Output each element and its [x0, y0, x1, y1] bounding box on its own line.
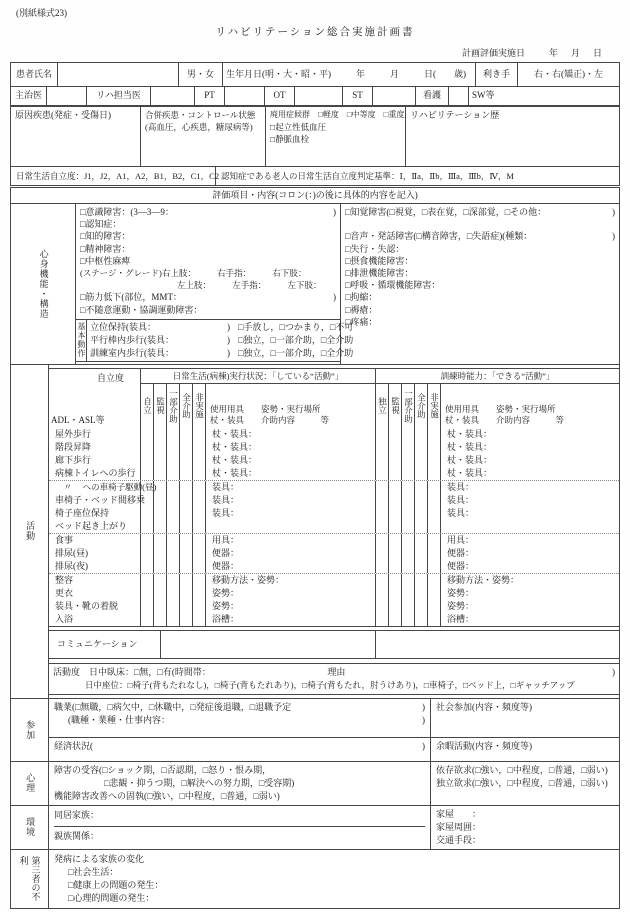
close-paren: ) [333, 292, 336, 303]
tool-line: 杖・装具： [212, 467, 258, 478]
check-col [154, 534, 167, 573]
respiratory-circulatory-line: □呼吸・循環機能障害： [345, 280, 441, 291]
row-labels [49, 481, 157, 533]
disuse-severity-options: 廃用症候群 □軽度 □中等度 □重度 [270, 110, 405, 119]
training-header: 訓練時能力：「できる“活動”」 [376, 369, 619, 384]
mind-body-label-cell [11, 204, 76, 364]
tools-right [441, 574, 619, 626]
attending-doctor-label: 主治医 [11, 87, 47, 105]
activity-content [49, 365, 619, 698]
acceptance-line2: □悲観・抑うつ期，□解決への努力期，□受容期) [104, 777, 295, 788]
evaluation-table [10, 187, 620, 909]
col-not-performed [428, 384, 441, 428]
dressing-label: 更衣 [55, 587, 74, 598]
tool-header-line1: 使用用具 姿勢・実行場所 [210, 403, 321, 414]
family-cell [49, 806, 431, 849]
check-col [167, 534, 180, 573]
job-cell [49, 699, 431, 737]
tool-line: 用具： [212, 534, 240, 545]
disease-info-table [10, 106, 620, 167]
date-label: 計画評価実施日 [462, 48, 526, 58]
col-independent-label: 自立 [142, 397, 153, 415]
urination-night-label: 排尿(夜) [55, 560, 88, 571]
col-full-assist [415, 384, 428, 428]
check-col [389, 428, 402, 480]
psychology-section [11, 761, 619, 805]
check-col [193, 428, 206, 480]
daytime-sitting-line: 日中座位：□椅子(背もたれなし)，□椅子(背もたれあり)，□椅子(背もたれ，肘うけあり)，□車椅子，□ベッド上，□ギャッチアップ [85, 679, 575, 690]
check-col [180, 481, 193, 533]
psychology-label: 心理 [25, 773, 36, 794]
rehab-history-label: リハビリテーション歴 [410, 110, 500, 120]
walking-group [49, 428, 619, 480]
standing-hold-label: 立位保持(装具： [90, 321, 156, 332]
parallel-bars-walk-options: □独立，□一部介助，□全介助 [238, 334, 354, 345]
meal-label: 食事 [55, 534, 74, 545]
check-col [389, 534, 402, 573]
mind-body-section [11, 203, 619, 364]
check-col [141, 574, 154, 626]
outdoor-walk-label: 屋外歩行 [55, 428, 92, 439]
check-col [376, 534, 389, 573]
tool-line: 浴槽： [447, 613, 475, 624]
job-detail-line [54, 714, 425, 727]
tool-line [212, 520, 375, 533]
orthostatic-hypotension-checkbox: □起立性低血圧 [270, 122, 327, 133]
basic-motion-label-cell [76, 320, 87, 361]
venous-thrombosis-checkbox: □静脈血栓 [270, 134, 310, 145]
perception-disorder-label: □知覚障害(□視覚，□表在覚，□深部覚，□その他： [345, 207, 547, 217]
close-paren: ) [611, 666, 615, 677]
tool-line: 移動方法・姿勢： [212, 574, 285, 585]
check-col [428, 481, 441, 533]
comorbidity-cell [141, 107, 266, 166]
tools-left [206, 428, 376, 480]
tools-right [441, 481, 619, 533]
check-col [376, 481, 389, 533]
basic-motion-box [76, 319, 354, 362]
check-col [193, 534, 206, 573]
comorbidity-label: 合併疾患・コントロール状態 [145, 110, 256, 120]
communication-field-right [376, 631, 619, 658]
dependence-desire-line: 依存欲求(□強い，□中程度，□普通，□弱い) [436, 764, 608, 775]
tool-line: 装具： [447, 507, 475, 518]
wheelchair-group [49, 480, 619, 533]
check-col [141, 534, 154, 573]
patient-name-field [58, 63, 179, 86]
close-paren: ) [422, 740, 425, 751]
ot-field [295, 87, 343, 105]
check-col [428, 428, 441, 480]
check-col [428, 574, 441, 626]
close-paren: ) [612, 207, 615, 217]
col-independent [141, 384, 154, 428]
col-partial-assist-label: 一部介助 [168, 388, 179, 423]
check-col [376, 574, 389, 626]
tools-left [206, 534, 376, 573]
pt-field [225, 87, 265, 105]
communication-label: コミュニケーション [49, 631, 161, 658]
nurse-field [449, 87, 469, 105]
close-paren: ) [227, 347, 230, 358]
dementia-independence-label: 認知症である老人の日常生活自立度判定基準：Ⅰ，Ⅱa，Ⅱb，Ⅲa，Ⅲb，Ⅳ，M [221, 170, 514, 181]
orthosis-shoes-label: 装具・靴の着脱 [55, 600, 119, 611]
check-col [141, 428, 154, 480]
training-half [376, 369, 619, 428]
adl-autonomy-cell [49, 369, 141, 428]
job-status-label: 職業(□無職，□病欠中，□休職中，□発症後退職，□退職予定 [54, 701, 292, 712]
ward-toilet-walk-label: 病棟トイレへの歩行 [55, 467, 136, 478]
environment-section [11, 805, 619, 849]
pressure-ulcer-line: □褥瘡： [345, 304, 378, 315]
leisure-label: 余暇活動(内容・頻度等) [436, 740, 532, 751]
parallel-bars-walk-label: 平行棒内歩行(装具： [90, 334, 174, 345]
staff-row [11, 86, 619, 105]
social-participation-label: 社会参加(内容・頻度等) [436, 701, 532, 712]
birth-day-age-label: 日( 歳) [423, 68, 466, 79]
sex-options: 男・女 [179, 63, 223, 86]
col-partial-assist [167, 384, 180, 428]
close-paren: ) [612, 231, 615, 242]
spacer-line [341, 218, 619, 230]
disuse-syndrome-cell [266, 107, 406, 166]
tool-line: 杖・装具： [447, 454, 493, 465]
third-party-section [11, 849, 619, 908]
check-col [154, 428, 167, 480]
handedness-options: 右・右(矯正)・左 [534, 68, 603, 79]
tool-line: 装具： [212, 481, 240, 492]
involuntary-movement-line: □不随意運動・協調運動障害： [80, 304, 203, 315]
tool-line: 用具： [447, 534, 475, 545]
birth-year-label: 年 [355, 68, 365, 79]
col-full-assist [180, 384, 193, 428]
activity-section [11, 364, 619, 698]
pain-line: □疼痛： [345, 316, 378, 327]
tool-line: 便器： [212, 547, 240, 558]
tool-line: 杖・装具： [447, 428, 493, 439]
check-col [402, 574, 415, 626]
tool-line: 装具： [212, 507, 240, 518]
adl-table [49, 368, 619, 627]
col-full-assist-label: 全介助 [181, 393, 192, 419]
bed-transfer-label: 車椅子・ベッド間移乗 [55, 494, 146, 505]
form-title: リハビリテーション総合実施計画書 [215, 27, 415, 38]
tool-line: 装具： [447, 481, 475, 492]
tool-line: 杖・装具： [212, 441, 258, 452]
col-independent [376, 384, 389, 428]
check-col [428, 534, 441, 573]
check-col [180, 534, 193, 573]
birthdate-cell [223, 63, 476, 86]
grooming-group [49, 573, 619, 626]
bathing-label: 入浴 [55, 613, 74, 624]
birth-month-label: 月 [389, 68, 399, 79]
check-col [376, 428, 389, 480]
speech-disorder-label: □音声・発話障害(□構音障害，□失語症)(種類： [345, 231, 533, 242]
patient-info-table [10, 62, 620, 106]
tool-line: 浴槽： [212, 613, 240, 624]
check-col [167, 481, 180, 533]
leisure-cell [431, 738, 619, 761]
basic-motion-rows [87, 320, 356, 361]
check-col [415, 574, 428, 626]
house-cell [431, 806, 619, 849]
economy-line [54, 740, 425, 753]
third-party-label: 第三者の不利 [18, 855, 41, 901]
sw-label: SW等 [472, 90, 495, 101]
muscle-weakness-line [76, 291, 340, 303]
mind-body-label: 心身機能・構造 [38, 248, 49, 319]
col-not-performed-label: 非実施 [429, 393, 440, 419]
independence-desire-line: 独立欲求(□強い，□中程度，□普通，□弱い) [436, 777, 608, 788]
house-surroundings-line: 家屋周囲： [436, 821, 482, 832]
col-partial-assist-label: 一部介助 [403, 388, 414, 423]
cause-disease-label: 原因疾患(発症・受傷日) [15, 110, 111, 120]
basic-motion-label: 基本動作 [77, 322, 86, 359]
tool-header-line2: 杖・装具 介助内容 等 [210, 414, 330, 425]
family-change-title: 発病による家族の変化 [54, 853, 145, 864]
tool-header-line2: 杖・装具 介助内容 等 [445, 414, 565, 425]
tool-line: 姿勢： [447, 587, 475, 598]
rehab-doctor-label: リハ担当医 [87, 87, 151, 105]
ot-label: OT [265, 87, 295, 105]
contracture-line: □拘縮： [345, 292, 378, 303]
tool-line [447, 520, 619, 533]
close-paren: ) [227, 321, 230, 332]
check-col [167, 574, 180, 626]
economy-label: 経済状況( [54, 740, 93, 751]
tool-line: 杖・装具： [212, 428, 258, 439]
check-col [389, 574, 402, 626]
consciousness-disorder-label: □意識障害：(3—3—9： [80, 207, 174, 217]
consciousness-disorder-line [76, 206, 340, 218]
check-col [167, 428, 180, 480]
acceptance-line1: 障害の受容(□ショック期，□否認期，□怒り・恨み期， [54, 764, 272, 775]
excretion-function-line: □排泄機能障害： [345, 268, 414, 278]
activity-label-cell [11, 365, 49, 698]
check-col [180, 574, 193, 626]
third-party-content [49, 850, 619, 908]
row-labels [49, 428, 141, 480]
col-supervision-label: 監視 [390, 397, 401, 415]
col-supervision-label: 監視 [155, 397, 166, 415]
tool-line: 杖・装具： [447, 441, 493, 452]
autonomy-label: 自立度 [96, 372, 124, 383]
psychology-label-cell [11, 762, 49, 805]
tool-line: 姿勢： [447, 600, 475, 611]
tool-line: 便器： [447, 547, 475, 558]
daily-life-half [141, 369, 376, 428]
close-paren: ) [422, 701, 425, 712]
apraxia-agnosia-line: □失行・失認： [345, 243, 405, 254]
tool-line: 装具： [212, 494, 240, 505]
close-paren: ) [422, 714, 425, 725]
col-supervision [154, 384, 167, 428]
independence-level-row [10, 166, 620, 186]
chair-sitting-label: 椅子座位保持 [55, 507, 110, 518]
check-col [193, 574, 206, 626]
daily-life-columns [141, 384, 376, 428]
col-supervision [389, 384, 402, 428]
form-style-note: (別紙様式23) [16, 8, 67, 18]
date-blank-fields: 年 月 日 [549, 48, 605, 58]
tool-line: 移動方法・姿勢： [447, 574, 520, 585]
house-line: 家屋 ： [436, 808, 482, 819]
urination-day-label: 排尿(昼) [55, 547, 88, 558]
muscle-weakness-label: □筋力低下(部位，MMT： [80, 292, 182, 303]
third-party-label-cell [11, 850, 49, 908]
check-col [141, 481, 154, 533]
row-labels [49, 534, 141, 573]
check-col [154, 574, 167, 626]
daily-independence-label: 日常生活自立度：J1，J2，A1，A2，B1，B2，C1，C2 [11, 167, 216, 185]
patient-row [11, 63, 619, 86]
job-row [49, 699, 619, 737]
row-labels [49, 574, 141, 626]
st-field [373, 87, 416, 105]
economy-cell [49, 738, 431, 761]
social-life-checkbox-line: □社会生活： [68, 866, 119, 877]
check-col [415, 428, 428, 480]
mental-disorder-line: □精神障害： [80, 243, 131, 254]
parallel-bars-walk-row [90, 334, 353, 347]
tool-header-left [206, 384, 376, 428]
check-col [180, 428, 193, 480]
environment-label-cell [11, 806, 49, 849]
acceptance-cell [49, 762, 431, 805]
corridor-walk-label: 廊下歩行 [55, 454, 92, 465]
wheelchair-drive-label: 〃 への車椅子駆動(昼) [55, 481, 157, 492]
patient-name-label: 患者氏名 [11, 63, 58, 86]
check-col [415, 534, 428, 573]
standing-hold-row [90, 321, 353, 334]
participation-label: 参加 [25, 719, 36, 740]
transportation-line: 交通手段： [436, 834, 482, 845]
relatives-line: 親族関係： [54, 826, 425, 846]
stage-grade-left-line: 左上肢： 左手指： 左下肢： [177, 280, 322, 291]
fixation-line: 機能障害改善への固執(□強い，□中程度，□普通，□弱い) [54, 790, 280, 801]
participation-label-cell [11, 699, 49, 761]
communication-field-left [161, 631, 376, 658]
reason-label: 理由 [327, 666, 346, 677]
col-full-assist-label: 全介助 [416, 393, 427, 419]
tools-right [441, 534, 619, 573]
adl-header [49, 369, 619, 428]
col-not-performed-label: 非実施 [194, 393, 205, 419]
tools-right [441, 428, 619, 480]
comorbidity-examples: (高血圧，心疾患，糖尿病等) [145, 122, 253, 133]
tool-header-right [441, 384, 619, 428]
col-not-performed [193, 384, 206, 428]
adl-body [49, 428, 619, 626]
health-problem-checkbox-line: □健康上の問題の発生： [68, 879, 164, 890]
pt-label: PT [195, 87, 225, 105]
stairs-label: 階段昇降 [55, 441, 92, 452]
job-status-line [54, 701, 425, 714]
tools-left [206, 574, 376, 626]
check-col [389, 481, 402, 533]
activity-level-row [49, 663, 619, 695]
attending-doctor-field [47, 87, 87, 105]
desire-cell [431, 762, 619, 805]
perception-disorder-line [341, 206, 619, 218]
communication-row [49, 630, 619, 659]
cause-disease-cell [11, 107, 141, 166]
evaluation-header: 評価項目・内容(コロン(：)の後に具体的内容を記入) [212, 190, 418, 200]
tool-header-line1: 使用用具 姿勢・実行場所 [445, 403, 556, 414]
col-partial-assist [402, 384, 415, 428]
close-paren: ) [227, 334, 230, 345]
tool-line: 便器： [447, 560, 475, 571]
handedness-label: 利き手 [476, 63, 518, 86]
check-col [154, 481, 167, 533]
psychological-problem-checkbox-line: □心理的問題の発生： [68, 892, 155, 903]
tool-line: 便器： [212, 560, 240, 571]
speech-disorder-line [341, 230, 619, 242]
adl-asl-label: ADL・ASL等 [51, 414, 105, 425]
eating-function-line: □摂食機能障害： [345, 255, 414, 266]
close-paren: ) [333, 207, 336, 217]
st-label: ST [343, 87, 373, 105]
daytime-bedrest-line [53, 666, 615, 679]
tools-left [206, 481, 376, 533]
job-detail-label: (職種・業種・仕事内容： [68, 714, 170, 725]
daily-life-header: 日常生活(病棟)実行状況：「している“活動”」 [141, 369, 376, 384]
training-room-walk-row [90, 347, 353, 360]
standing-hold-options: □手放し，□つかまり，□不可 [238, 321, 354, 332]
birthdate-label: 生年月日(明・大・昭・平) [226, 68, 331, 79]
activity-label: 活動 [25, 521, 36, 542]
col-independent-label: 独立 [377, 397, 388, 415]
economy-row [49, 737, 619, 761]
bed-rising-label: ベッド起き上がり [55, 520, 128, 531]
training-room-walk-options: □独立，□一部介助，□全介助 [238, 347, 354, 358]
daytime-bedrest-label: 活動度 日中臥床：□無，□有(時間帯： [53, 666, 211, 677]
check-col [402, 481, 415, 533]
training-columns [376, 384, 619, 428]
tool-line: 姿勢： [212, 587, 240, 598]
mind-body-right-column [341, 204, 619, 364]
environment-label: 環境 [25, 817, 36, 838]
cohabiting-family-line: 同居家族： [54, 810, 100, 821]
plan-evaluation-date [462, 48, 604, 59]
rehab-doctor-field [151, 87, 195, 105]
participation-section [11, 698, 619, 761]
social-participation-cell [431, 699, 619, 737]
check-col [402, 428, 415, 480]
check-col [402, 534, 415, 573]
check-col [415, 481, 428, 533]
tool-line: 姿勢： [212, 600, 240, 611]
tool-line: 装具： [447, 494, 475, 505]
intellectual-disorder-line: □知的障害： [80, 231, 131, 242]
tool-line: 杖・装具： [212, 454, 258, 465]
tool-line: 杖・装具： [447, 467, 493, 478]
dementia-line: □認知症： [80, 219, 122, 230]
participation-content [49, 699, 619, 761]
training-room-walk-label: 訓練室内歩行(装具： [90, 347, 174, 358]
grooming-label: 整容 [55, 574, 74, 585]
mind-body-left-column [76, 204, 354, 364]
stage-grade-right-line: (ステージ・グレード)右上肢： 右手指： 右下肢： [80, 268, 307, 279]
nurse-label: 看護 [416, 87, 449, 105]
rehab-history-cell [406, 107, 619, 166]
eating-excretion-group [49, 533, 619, 573]
check-col [193, 481, 206, 533]
central-paralysis-line: □中枢性麻痺 [80, 255, 131, 266]
